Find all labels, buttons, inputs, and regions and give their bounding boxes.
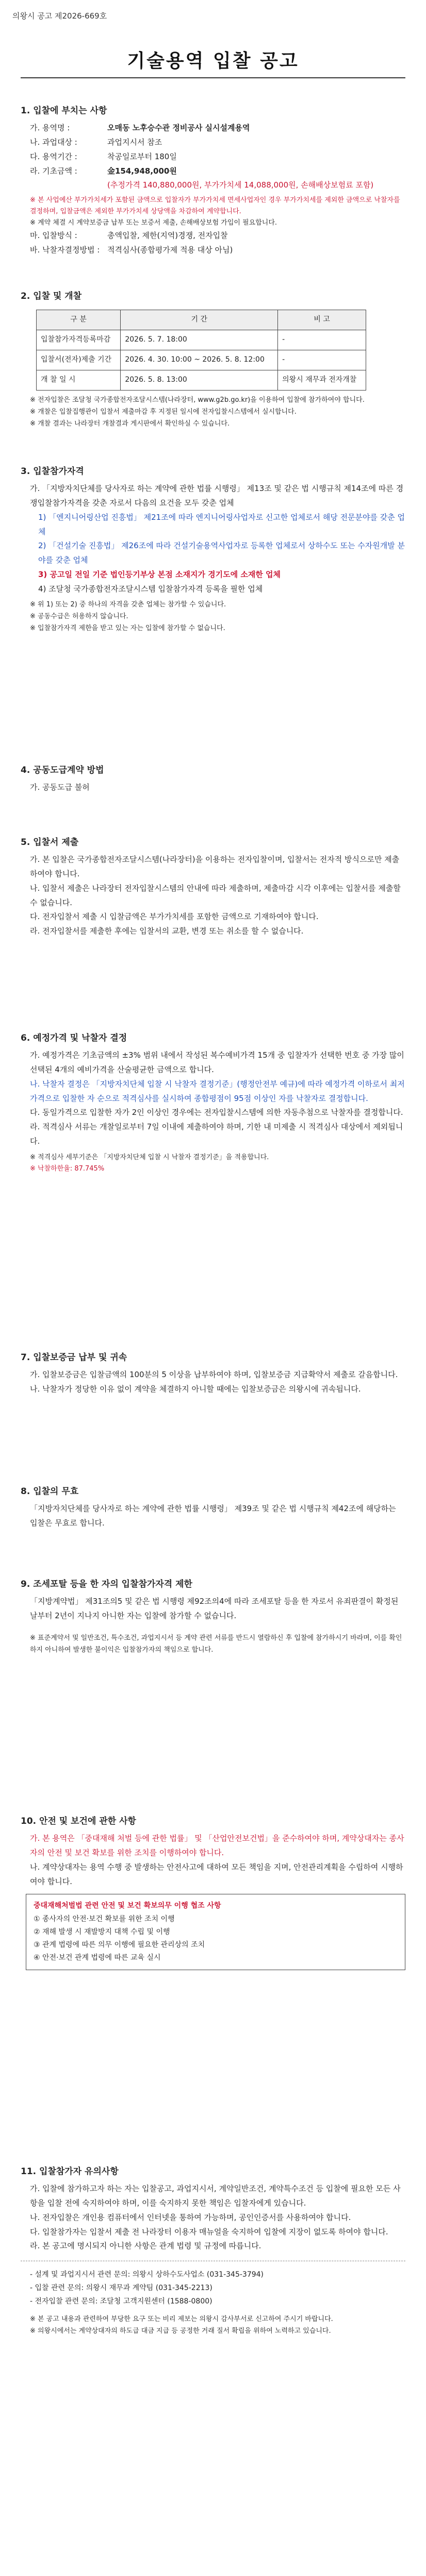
list-item: 가. 예정가격은 기초금액의 ±3% 범위 내에서 작성된 복수예비가격 15개 중 입찰자가 선택한 번호 중 가장 많이 선택된 4개의 예비가격을 산술평균한 금액으로 합니다. [30,1050,404,1075]
section-1-heading: 1. 입찰에 부치는 사항 [21,106,107,116]
item-label: 바. 낙찰자결정방법 : [30,245,100,255]
note: ※ 개찰 결과는 나라장터 개찰결과 게시판에서 확인하실 수 있습니다. [30,419,230,428]
note: ※ 개찰은 입찰집행관이 입찰서 제출마감 후 지정된 일시에 전자입찰시스템에서 실시합니다. [30,408,297,416]
section-1 [21,103,405,258]
notice-number: 의왕시 공고 제2026-669호 [12,11,107,21]
section-8-heading: 8. 입찰의 무효 [21,1486,79,1497]
schedule-table [36,310,366,391]
item-label: 다. 용역기간 : [30,151,77,161]
list-item: 가. 입찰보증금은 입찰금액의 100분의 5 이상을 납부하여야 하며, 입찰보증금 지급확약서 제출로 갈음합니다. [30,1370,398,1380]
table-header: 구 분 [37,310,121,330]
box-line: ④ 안전·보건 관계 법령에 따른 교육 실시 [34,1954,161,1962]
work-scope: 과업지시서 참조 [107,138,162,147]
note: ※ 적격심사 세부기준은 「지방자치단체 입찰 시 낙찰자 결정기준」을 적용합니다. [30,1153,269,1161]
section-2-heading: 2. 입찰 및 개찰 [21,291,82,301]
box-line: ① 종사자의 안전·보건 확보를 위한 조치 이행 [34,1914,175,1923]
vat-note: ※ 본 사업예산 부가가치세가 포함된 금액으로 입찰자가 부가가치세 면세사업자인 경우 부가가치세를 제외한 금액으로 낙찰자를 결정하며, 입찰금액은 제외한 부가가치세 상당액을 차감하여 계약합니다. [30,196,400,216]
table-cell: 2026. 5. 7. 18:00 [121,330,278,350]
list-item: 다. 전자입찰서 제출 시 입찰금액은 부가가치세를 포함한 금액으로 기재하여야 합니다. [30,912,319,922]
note: ※ 공동수급은 허용하지 않습니다. [30,613,128,621]
section-10-heading: 10. 안전 및 보건에 관한 사항 [21,1816,136,1826]
section-9-heading: 9. 조세포탈 등을 한 자의 입찰참가자격 제한 [21,1579,192,1589]
table-row [37,350,366,370]
contact-line: - 전자입찰 관련 문의: 조달청 고객지원센터 (1588-0800) [30,2297,212,2306]
section-3-heading: 3. 입찰참가자격 [21,466,84,477]
section-5-heading: 5. 입찰서 제출 [21,837,79,848]
table-cell: 2026. 4. 30. 10:00 ~ 2026. 5. 8. 12:00 [121,350,278,370]
list-item: 다. 입찰참가자는 입찰서 제출 전 나라장터 이용자 매뉴얼을 숙지하여 입찰에 지장이 없도록 하여야 합니다. [30,2227,388,2236]
list-item: 라. 전자입찰서를 제출한 후에는 입찰서의 교환, 변경 또는 취소를 할 수 없습니다. [30,926,304,936]
box-line: ② 재해 발생 시 재발방지 대책 수립 및 이행 [34,1927,170,1936]
note: ※ 전자입찰은 조달청 국가종합전자조달시스템(나라장터, www.g2b.go.kr)을 이용하여 입찰에 참가하여야 합니다. [30,396,365,404]
paragraph: 가. 공동도급 불허 [30,783,90,792]
section-10 [21,1814,405,1975]
base-amount: 金154,948,000원 [107,166,177,176]
project-name: 오매동 노후승수관 정비공사 실시설계용역 [107,123,250,133]
note: ※ 입찰참가자격 제한을 받고 있는 자는 입찰에 참가할 수 없습니다. [30,624,225,632]
paragraph: 가. 「지방자치단체를 당사자로 하는 계약에 관한 법률 시행령」 제13조 및 같은 법 시행규칙 제14조에 따른 경쟁입찰참가자격을 갖춘 자로서 다음의 요건을 모두 갖춘 업체 [30,484,404,508]
section-4 [21,762,405,795]
list-item: 2) 「건설기술 진흥법」 제26조에 따라 건설기술용역사업자로 등록한 업체로서 상하수도 또는 수자원개발 분야를 갖춘 업체 [38,541,405,565]
paragraph: 「지방계약법」 제31조의5 및 같은 법 시행령 제92조의4에 따라 조세포탈 등을 한 자로서 유죄판결이 확정된 날부터 2년이 지나지 아니한 자는 입찰에 참가할 수 없습니다. [30,1597,399,1621]
item-label: 라. 기초금액 : [30,166,77,176]
estimated-price-detail: (추정가격 140,880,000원, 부가가치세 14,088,000원, 손해배상보험료 포함) [107,180,374,190]
item-label [30,178,107,193]
list-item: 3) 공고일 전일 기준 법인등기부상 본점 소재지가 경기도에 소재한 업체 [38,569,281,579]
table-cell: 입찰서(전자)제출 기간 [37,350,121,370]
section-7 [21,1350,405,1397]
item-label: 마. 입찰방식 : [30,231,77,241]
item-label: 가. 용역명 : [30,123,70,133]
section-5 [21,835,405,939]
section-8 [21,1484,405,1531]
list-item: 다. 동일가격으로 입찰한 자가 2인 이상인 경우에는 전자입찰시스템에 의한 자동추첨으로 낙찰자를 결정합니다. [30,1108,403,1117]
table-cell: 개 찰 일 시 [37,370,121,391]
table-header: 비 고 [278,310,366,330]
award-method: 적격심사(종합평가제 적용 대상 아님) [107,245,233,255]
box-title: 중대재해처벌법 관련 안전 및 보건 확보의무 이행 협조 사항 [34,1902,221,1910]
list-item: 1) 「엔지니어링산업 진흥법」 제21조에 따라 엔지니어링사업자로 신고한 업체로서 해당 전문분야를 갖춘 업체 [38,512,405,536]
note: ※ 표준계약서 및 일반조건, 특수조건, 과업지시서 등 계약 관련 서류를 반드시 열람하신 후 입찰에 참가하시기 바라며, 이를 확인하지 아니하여 발생한 불이익은 입찰참가자의 책임으로 합니다. [30,1634,402,1654]
section-7-heading: 7. 입찰보증금 납부 및 귀속 [21,1352,127,1363]
list-item: 나. 전자입찰은 개인용 컴퓨터에서 인터넷을 통하여 가능하며, 공인인증서를 사용하여야 합니다. [30,2212,351,2222]
title-wrap [0,46,426,73]
section-3 [21,464,405,635]
table-cell: 의왕시 재무과 전자개찰 [278,370,366,391]
list-item: 나. 낙찰자 결정은 「지방자치단체 입찰 시 낙찰자 결정기준」(행정안전부 예규)에 따라 예정가격 이하로서 최저가격으로 입찰한 자 순으로 적격심사를 실시하여 종합평점이 95점 이상인 자를 낙찰자로 결정합니다. [30,1079,405,1103]
table-header: 기 간 [121,310,278,330]
note: ※ 위 1) 또는 2) 중 하나의 자격을 갖춘 업체는 참가할 수 있습니다. [30,601,226,609]
section-4-heading: 4. 공동도급계약 방법 [21,765,104,775]
table-cell: - [278,330,366,350]
section-11 [21,2164,405,2337]
table-cell: 2026. 5. 8. 13:00 [121,370,278,391]
note: ※ 의왕시에서는 계약상대자의 하도급 대금 지급 등 공정한 거래 질서 확립을 위하여 노력하고 있습니다. [30,2327,331,2335]
list-item: 가. 본 입찰은 국가종합전자조달시스템(나라장터)을 이용하는 전자입찰이며, 입찰서는 전자적 방식으로만 제출하여야 합니다. [30,855,400,879]
box-line: ③ 관계 법령에 따른 의무 이행에 필요한 관리상의 조치 [34,1941,205,1949]
bond-note: ※ 계약 체결 시 계약보증금 납부 또는 보증서 제출, 손해배상보험 가입이 필요합니다. [30,219,277,227]
title-divider [21,77,405,78]
paragraph: 「지방자치단체를 당사자로 하는 계약에 관한 법률 시행령」 제39조 및 같은 법 시행규칙 제42조에 해당하는 입찰은 무효로 합니다. [30,1504,396,1528]
contact-line: - 입찰 관련 문의: 의왕시 재무과 계약팀 (031-345-2213) [30,2284,212,2293]
section-11-heading: 11. 입찰참가자 유의사항 [21,2166,119,2177]
list-item: 가. 입찰에 참가하고자 하는 자는 입찰공고, 과업지시서, 계약일반조건, 계약특수조건 등 입찰에 필요한 모든 사항을 입찰 전에 숙지하여야 하며, 이를 숙지하지 못한 책임은 입찰자에게 있습니다. [30,2184,401,2208]
list-item: 나. 계약상대자는 용역 수행 중 발생하는 안전사고에 대하여 모든 책임을 지며, 안전관리계획을 수립하여 시행하여야 합니다. [30,1862,403,1886]
item-label: 나. 과업대상 : [30,138,77,147]
note: ※ 낙찰하한율: 87.745% [30,1165,105,1173]
list-item: 나. 입찰서 제출은 나라장터 전자입찰시스템의 안내에 따라 제출하며, 제출마감 시각 이후에는 입찰서를 제출할 수 없습니다. [30,883,401,907]
page-title: 기술용역 입찰 공고 [127,50,299,72]
section-2 [21,289,405,430]
note: ※ 본 공고 내용과 관련하여 부당한 요구 또는 비리 제보는 의왕시 감사부서로 신고하여 주시기 바랍니다. [30,2315,333,2323]
bid-method: 총액입찰, 제한(지역)경쟁, 전자입찰 [107,231,228,241]
list-item: 나. 낙찰자가 정당한 이유 없이 계약을 체결하지 아니할 때에는 입찰보증금은 의왕시에 귀속됩니다. [30,1384,361,1394]
table-cell: 입찰참가자격등록마감 [37,330,121,350]
section-6-heading: 6. 예정가격 및 낙찰자 결정 [21,1033,127,1043]
list-item: 4) 조달청 국가종합전자조달시스템 입찰참가자격 등록을 필한 업체 [38,584,263,594]
list-item: 가. 본 용역은 「중대재해 처벌 등에 관한 법률」 및 「산업안전보건법」을 준수하여야 하며, 계약상대자는 종사자의 안전 및 보건 확보를 위한 조치를 이행하여야 합니다. [30,1834,404,1858]
table-row [37,330,366,350]
section-9 [21,1577,405,1656]
safety-box [26,1894,405,1970]
list-item: 라. 적격심사 서류는 개찰일로부터 7일 이내에 제출하여야 하며, 기한 내 미제출 시 적격심사 대상에서 제외됩니다. [30,1122,403,1146]
work-period: 착공일로부터 180일 [107,151,177,161]
contact-line: - 설계 및 과업지시서 관련 문의: 의왕시 상하수도사업소 (031-345-3794) [30,2270,264,2279]
table-cell: - [278,350,366,370]
section-6 [21,1030,405,1175]
list-item: 라. 본 공고에 명시되지 아니한 사항은 관계 법령 및 규정에 따릅니다. [30,2241,261,2251]
table-row [37,370,366,391]
